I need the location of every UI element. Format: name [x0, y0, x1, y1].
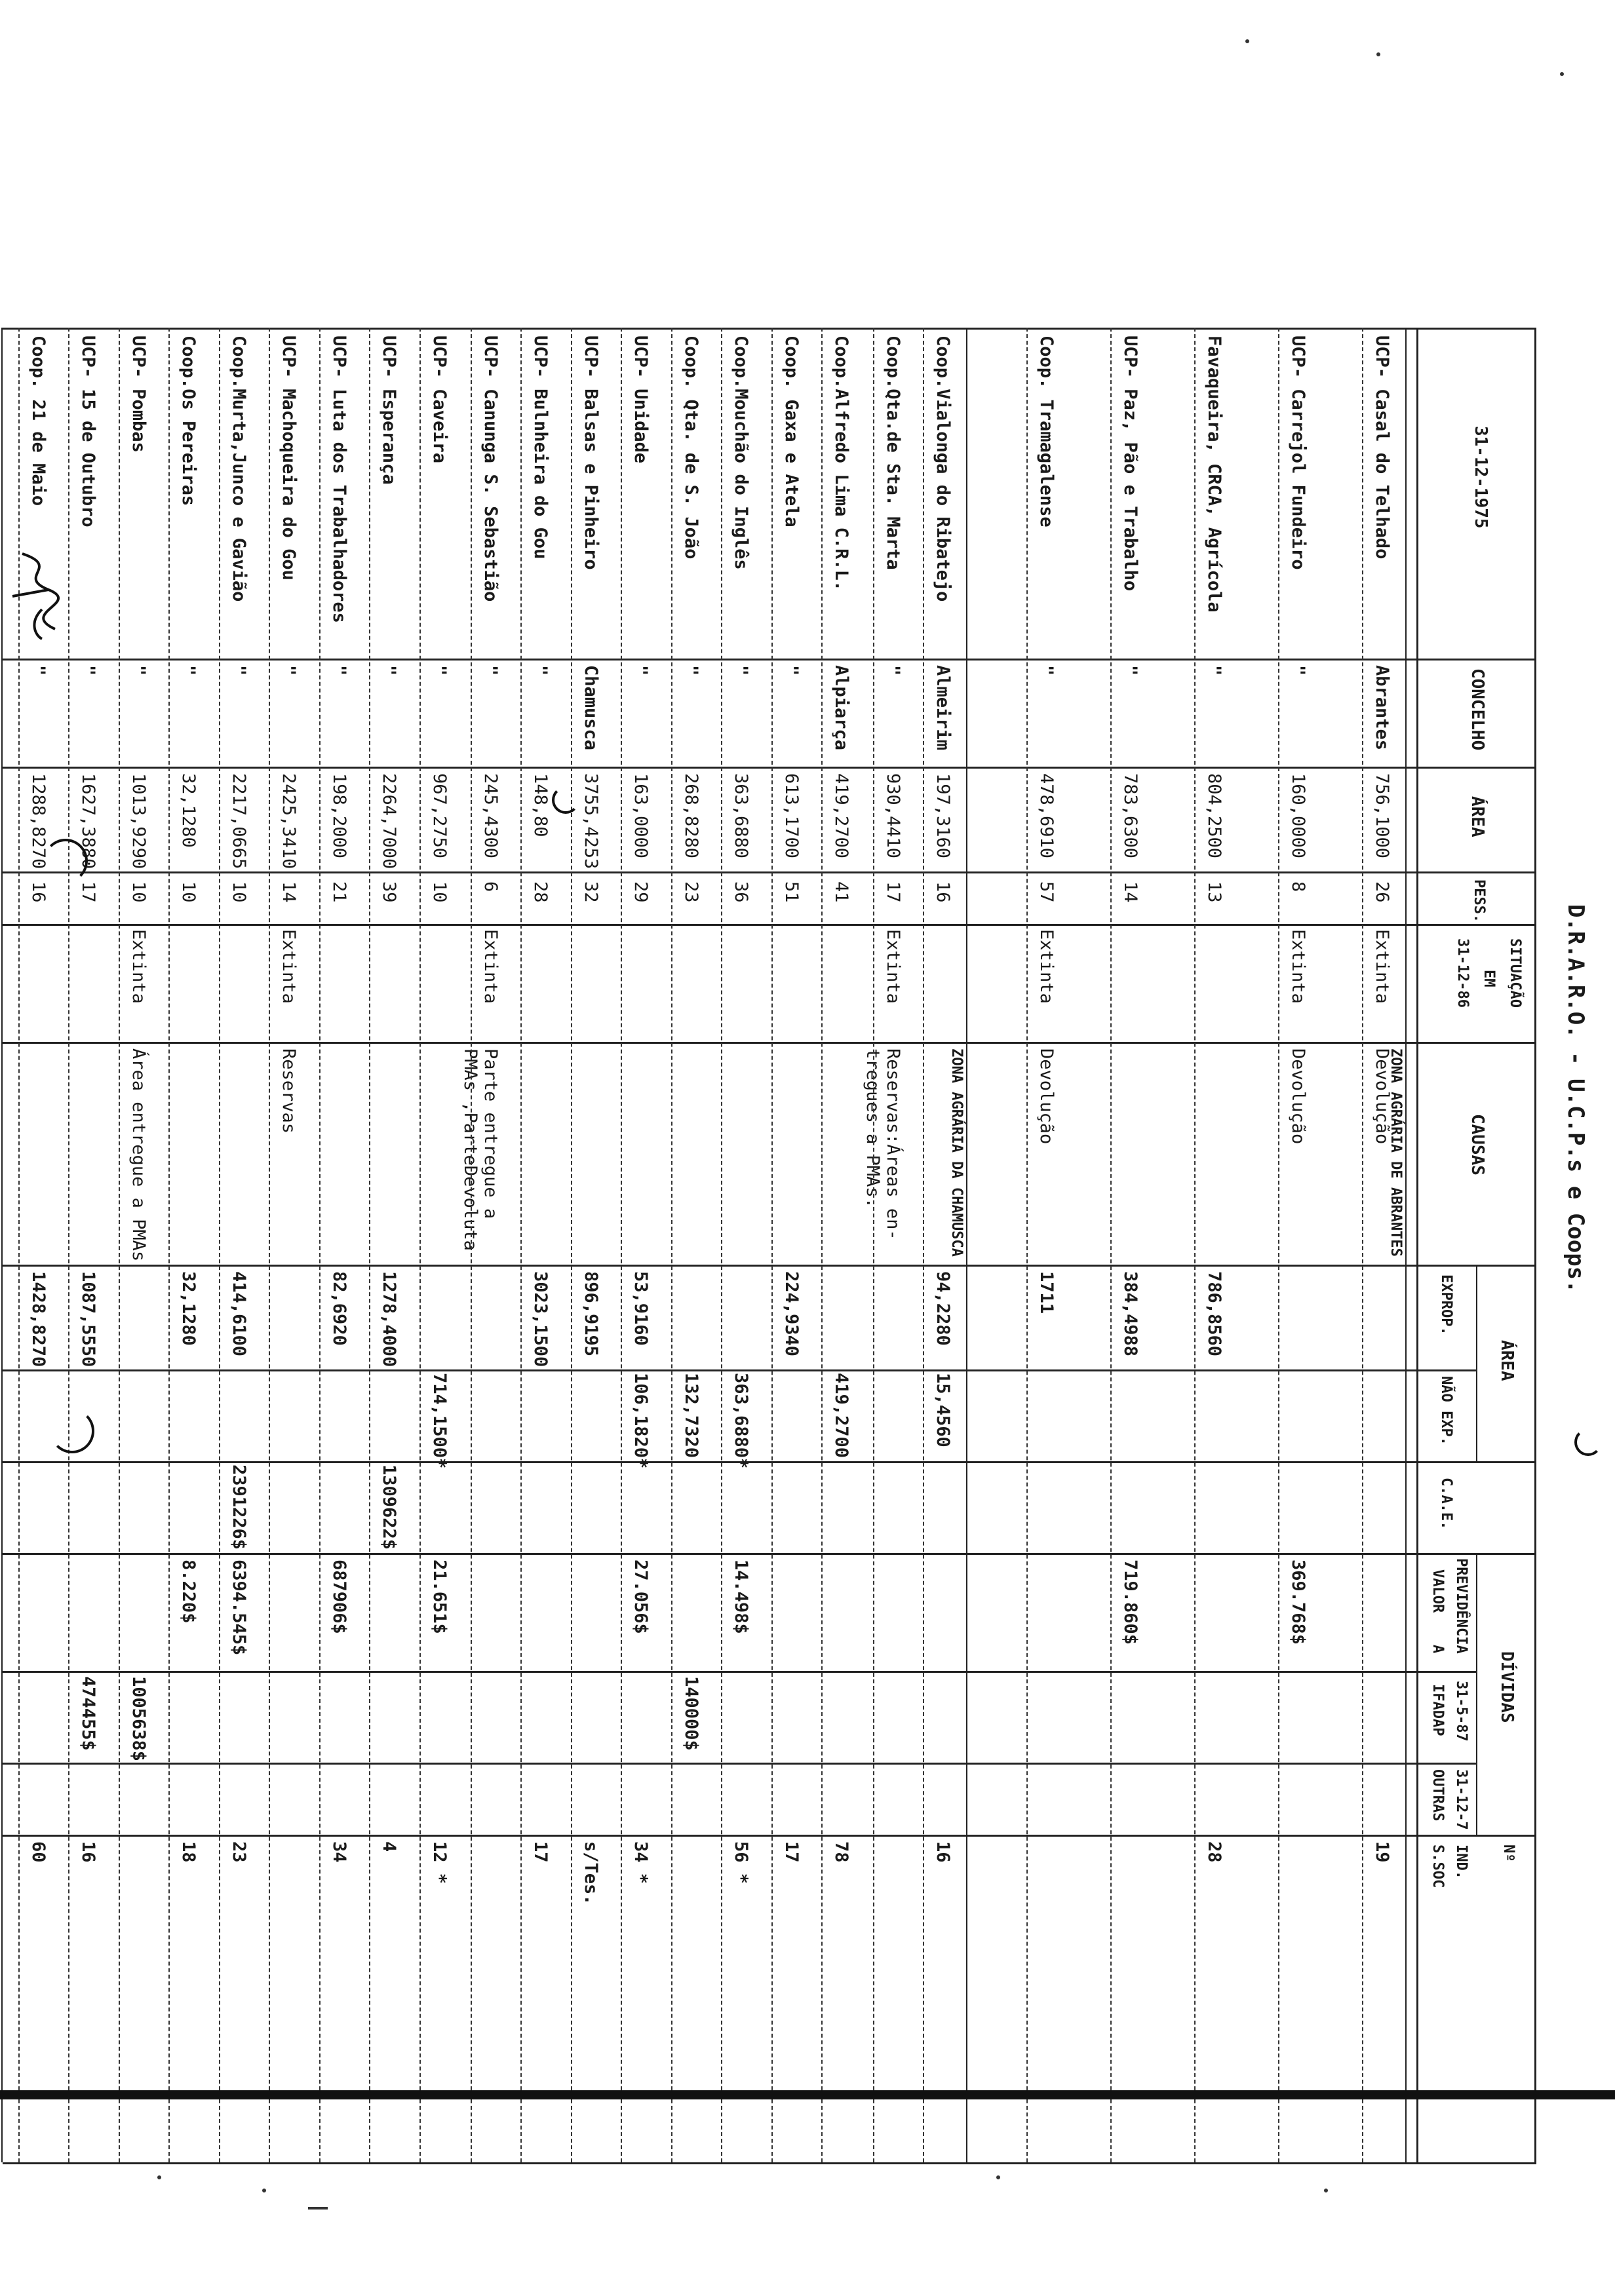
row-cae: 1309622$: [379, 1464, 400, 1550]
row-exprop: 384,4988: [1120, 1271, 1140, 1357]
row-pess: 41: [831, 881, 852, 903]
row-causas: Reservas: [279, 1048, 300, 1134]
row-concelho: ": [731, 665, 752, 676]
row-concelho: Almeirim: [933, 665, 953, 751]
col-date-2: 31-12-7: [1453, 1769, 1469, 1830]
row-separator: [571, 328, 572, 2162]
row-concelho: ": [631, 665, 652, 676]
row-area: 967,2750: [429, 773, 450, 859]
col-causas: CAUSAS: [1468, 1114, 1487, 1176]
col-sep-situacao: [3, 924, 1536, 926]
row-separator: [471, 328, 472, 2162]
row-causas: Parte entregue a PMAs ,ParteDevoluta: [460, 1048, 501, 1251]
row-ifadap: 474455$: [78, 1676, 99, 1751]
scan-speck: [1324, 2189, 1328, 2192]
col-cae: C.A.E.: [1438, 1478, 1454, 1530]
row-name: Coop. 21 de Maio: [28, 335, 49, 507]
row-separator: [219, 328, 220, 2162]
col-situacao-1: SITUAÇÃO: [1507, 938, 1523, 1008]
row-separator: [771, 328, 773, 2162]
row-exprop: 1428,8270: [28, 1271, 49, 1368]
row-name: Coop.Qta.de Sta. Marta: [882, 335, 903, 570]
row-pess: 14: [279, 881, 300, 903]
dividas-group-line: [1476, 1553, 1477, 1835]
col-ifadap: IFADAP: [1430, 1684, 1446, 1736]
row-pess: 32: [580, 881, 601, 903]
scan-mark-circle-3: [552, 786, 579, 814]
scan-speck: [1376, 52, 1380, 56]
row-name: Favaqueira, CRCA, Agrícola: [1204, 335, 1224, 613]
row-exprop: 414,6100: [228, 1271, 249, 1357]
row-pess: 39: [379, 881, 400, 903]
row-num: 34: [328, 1841, 349, 1863]
row-num: 78: [831, 1841, 852, 1863]
col-dividas: DÍVIDAS: [1497, 1651, 1517, 1723]
col-sep-exprop: [3, 1265, 1536, 1267]
row-area: 2425,3410: [279, 773, 300, 870]
col-area: ÁREA: [1468, 796, 1487, 837]
row-pess: 8: [1288, 881, 1308, 892]
row-exprop: 53,9160: [631, 1271, 652, 1346]
row-pess: 13: [1204, 881, 1224, 903]
row-pess: 26: [1372, 881, 1392, 903]
zone-abrantes-label: ZONA AGRÁRIA DE ABRANTES: [1388, 1048, 1404, 1257]
row-num: 16: [78, 1841, 99, 1863]
col-ind: IND.: [1453, 1845, 1469, 1879]
row-situacao: Extinta: [1372, 929, 1392, 1004]
row-concelho: ": [178, 665, 199, 676]
row-pess: 10: [128, 881, 149, 903]
col-valor: VALOR: [1430, 1569, 1446, 1613]
row-name: Coop. Gaxa e Atela: [781, 335, 802, 527]
col-sep-num: [3, 1835, 1536, 1837]
row-concelho: ": [530, 665, 551, 676]
row-num: s/Tes.: [580, 1841, 601, 1905]
row-pess: 28: [530, 881, 551, 903]
scan-speck: [1245, 39, 1249, 43]
row-separator: [119, 328, 120, 2162]
row-area: 163,0000: [631, 773, 652, 859]
row-prev: 6394.545$: [228, 1559, 249, 1656]
row-pess: 10: [178, 881, 199, 903]
scan-speck: [262, 2189, 266, 2192]
row-area: 1013,9290: [128, 773, 149, 870]
col-ssoc: S.SOC: [1430, 1845, 1446, 1888]
row-exprop: 3023,1500: [530, 1271, 551, 1368]
row-nao-exp: 419,2700: [831, 1373, 852, 1459]
scan-speck: [157, 2175, 161, 2179]
row-name: UCP- Machoqueira do Gou: [279, 335, 300, 581]
row-concelho: ": [480, 665, 501, 676]
row-pess: 6: [480, 881, 501, 892]
row-pess: 10: [429, 881, 450, 903]
header-bottom-border: [1416, 328, 1418, 2162]
row-separator: [520, 328, 522, 2162]
scan-speck: [996, 2175, 1000, 2179]
row-prev: 8.220$: [178, 1559, 199, 1624]
row-situacao: Extinta: [1288, 929, 1308, 1004]
row-area: 2217,0665: [228, 773, 249, 870]
col-situacao-3: 31-12-86: [1454, 938, 1471, 1008]
row-ifadap: 140000$: [680, 1676, 701, 1751]
row-area: 160,0000: [1288, 773, 1308, 859]
scan-mark-circle-1: [43, 839, 88, 883]
col-naoexp: NÃO EXP.: [1438, 1376, 1454, 1445]
row-separator: [319, 328, 321, 2162]
row-nao-exp: 363,6880*: [731, 1373, 752, 1469]
col-sep-pess: [3, 871, 1536, 873]
row-num: 23: [228, 1841, 249, 1863]
document-title: D.R.A.R.O. - U.C.P.s e Coops.: [1563, 904, 1589, 1293]
row-name: UCP- 15 de Outubro: [78, 335, 99, 527]
area-group-line: [1476, 1265, 1477, 1461]
row-num: 4: [379, 1841, 400, 1852]
row-exprop: 786,8560: [1204, 1271, 1224, 1357]
row-nao-exp: 106,1820*: [631, 1373, 652, 1469]
row-exprop: 1278,4000: [379, 1271, 400, 1368]
row-exprop: 82,6920: [328, 1271, 349, 1346]
row-concelho: ": [1204, 665, 1224, 676]
col-sep-outras: [3, 1763, 1477, 1765]
table-left-border: [3, 328, 1536, 330]
row-causas: Devolução: [1036, 1048, 1057, 1145]
zone-abrantes-line: [1405, 328, 1407, 2162]
row-pess: 51: [781, 881, 802, 903]
row-name: UCP- Unidade: [631, 335, 652, 464]
row-name: UCP- Esperança: [379, 335, 400, 485]
row-separator: [821, 328, 823, 2162]
row-name: Coop.Mouchão do Inglês: [731, 335, 752, 570]
col-sep-causas: [3, 1042, 1536, 1044]
row-separator: [168, 328, 170, 2162]
row-name: Coop.Murta,Junco e Gavião: [228, 335, 249, 602]
col-previdencia: PREVIDÊNCIA: [1453, 1558, 1469, 1654]
row-area: 1288,8270: [28, 773, 49, 870]
row-concelho: ": [279, 665, 300, 676]
row-pess: 57: [1036, 881, 1057, 903]
row-concelho: ": [1288, 665, 1308, 676]
row-concelho: ": [680, 665, 701, 676]
row-cae: 2391226$: [228, 1464, 249, 1550]
row-concelho: Chamusca: [580, 665, 601, 751]
col-no: Nº: [1500, 1845, 1517, 1862]
row-separator: [1110, 328, 1112, 2162]
row-num: 34 *: [631, 1841, 652, 1885]
row-exprop: 1711: [1036, 1271, 1057, 1314]
row-area: 419,2700: [831, 773, 852, 859]
date-header: 31-12-1975: [1471, 426, 1490, 529]
scan-dash: [308, 2207, 328, 2210]
row-separator: [873, 328, 874, 2162]
row-area: 756,1000: [1372, 773, 1392, 859]
row-pess: 17: [78, 881, 99, 903]
row-separator: [419, 328, 421, 2162]
row-name: Coop. Qta. de S. João: [680, 335, 701, 560]
col-sep-cae: [3, 1461, 1536, 1463]
row-area: 783,6300: [1120, 773, 1140, 859]
row-name: UCP- Balsas e Pinheiro: [580, 335, 601, 570]
row-prev: 21.651$: [429, 1559, 450, 1634]
col-sep-area: [3, 767, 1536, 769]
row-name: UCP- Pombas: [128, 335, 149, 453]
row-exprop: 94,2280: [933, 1271, 953, 1346]
row-concelho: ": [228, 665, 249, 676]
row-causas: Reservas:Áreas en- tregues a PMAs.: [862, 1048, 903, 1240]
row-prev: 687906$: [328, 1559, 349, 1634]
row-situacao: Extinta: [882, 929, 903, 1004]
row-area: 32,1280: [178, 773, 199, 848]
row-separator: [1194, 328, 1196, 2162]
row-pess: 17: [882, 881, 903, 903]
row-num: 16: [933, 1841, 953, 1863]
scan-edge-bar: [0, 2090, 1615, 2099]
col-pess: PESS.: [1471, 879, 1487, 923]
row-name: UCP- Paz, Pão e Trabalho: [1120, 335, 1140, 592]
col-sep-prev: [3, 1553, 1536, 1555]
row-area: 804,2500: [1204, 773, 1224, 859]
row-separator: [923, 328, 924, 2162]
row-num: 17: [530, 1841, 551, 1863]
table-top-border: [1534, 328, 1536, 2162]
row-area: 1627,3880: [78, 773, 99, 870]
row-separator: [369, 328, 370, 2162]
row-exprop: 224,9340: [781, 1271, 802, 1357]
row-situacao: Extinta: [279, 929, 300, 1004]
col-situacao-2: EM: [1481, 970, 1497, 987]
row-num: 28: [1204, 1841, 1224, 1863]
row-causas: Devolução: [1372, 1048, 1392, 1145]
table-right-border: [3, 2162, 1536, 2164]
row-pess: 16: [28, 881, 49, 903]
row-area: 613,1700: [781, 773, 802, 859]
zone-chamusca-label: ZONA AGRÁRIA DA CHAMUSCA: [948, 1048, 965, 1257]
row-separator: [1362, 328, 1363, 2162]
row-separator: [721, 328, 722, 2162]
row-area: 478,6910: [1036, 773, 1057, 859]
row-concelho: ": [882, 665, 903, 676]
row-name: UCP- Luta dos Trabalhadores: [328, 335, 349, 623]
row-pess: 21: [328, 881, 349, 903]
col-a: A: [1430, 1645, 1446, 1654]
row-nao-exp: 132,7320: [680, 1373, 701, 1459]
row-prev: 27.056$: [631, 1559, 652, 1634]
col-outras: OUTRAS: [1430, 1769, 1446, 1822]
row-ifadap: 1005638$: [128, 1676, 149, 1762]
row-pess: 14: [1120, 881, 1140, 903]
row-separator: [1026, 328, 1028, 2162]
row-exprop: 896,9195: [580, 1271, 601, 1357]
handwritten-signature: [9, 550, 68, 642]
row-pess: 36: [731, 881, 752, 903]
row-area: 197,3160: [933, 773, 953, 859]
col-concelho: CONCELHO: [1468, 668, 1487, 751]
row-separator: [1278, 328, 1279, 2162]
row-name: UCP- Canunga S. Sebastião: [480, 335, 501, 602]
row-separator: [269, 328, 270, 2162]
row-area: 930,4410: [882, 773, 903, 859]
row-area: 198,2000: [328, 773, 349, 859]
row-situacao: Extinta: [1036, 929, 1057, 1004]
row-pess: 16: [933, 881, 953, 903]
row-area: 363,6880: [731, 773, 752, 859]
row-num: 19: [1372, 1841, 1392, 1863]
row-prev: 14.498$: [731, 1559, 752, 1634]
row-concelho: ": [781, 665, 802, 676]
row-concelho: ": [328, 665, 349, 676]
row-name: Coop.Os Pereiras: [178, 335, 199, 507]
row-concelho: ": [1036, 665, 1057, 676]
row-area: 3755,4253: [580, 773, 601, 870]
row-num: 12 *: [429, 1841, 450, 1885]
row-causas: Área entregue a PMAs: [128, 1048, 149, 1262]
row-nao-exp: 714,1500*: [429, 1373, 450, 1469]
row-name: UCP- Caveira: [429, 335, 450, 464]
row-pess: 29: [631, 881, 652, 903]
row-num: 60: [28, 1841, 49, 1863]
row-num: 56 *: [731, 1841, 752, 1885]
row-concelho: ": [28, 665, 49, 676]
zone-chamusca-line: [966, 328, 967, 2162]
col-area-group: ÁREA: [1497, 1340, 1517, 1381]
col-date-1: 31-5-87: [1453, 1681, 1469, 1742]
row-prev: 369.768$: [1288, 1559, 1308, 1645]
row-concelho: ": [1120, 665, 1140, 676]
row-name: UCP- Casal do Telhado: [1372, 335, 1392, 560]
scan-speck: [1560, 72, 1564, 76]
row-name: UCP- Carrejol Fundeiro: [1288, 335, 1308, 570]
row-concelho: Abrantes: [1372, 665, 1392, 751]
row-situacao: Extinta: [480, 929, 501, 1004]
row-name: Coop.Alfredo Lima C.R.L.: [831, 335, 852, 592]
row-separator: [671, 328, 672, 2162]
row-causas: Devolução: [1288, 1048, 1308, 1145]
scan-mark-circle-4: [1574, 1428, 1602, 1456]
row-area: 268,8280: [680, 773, 701, 859]
row-name: Coop. Tramagalense: [1036, 335, 1057, 527]
row-separator: [621, 328, 622, 2162]
row-num: 18: [178, 1841, 199, 1863]
row-area: 2264,7000: [379, 773, 400, 870]
row-exprop: 1087,5550: [78, 1271, 99, 1368]
row-separator: [68, 328, 69, 2162]
row-pess: 10: [228, 881, 249, 903]
row-prev: 719.860$: [1120, 1559, 1140, 1645]
row-area: 245,4300: [480, 773, 501, 859]
row-concelho: ": [429, 665, 450, 676]
col-sep-concelho: [3, 659, 1536, 660]
row-nao-exp: 15,4560: [933, 1373, 953, 1447]
row-area: 148,80: [530, 773, 551, 837]
row-concelho: Alpiarça: [831, 665, 852, 751]
row-concelho: ": [128, 665, 149, 676]
scan-mark-circle-2: [50, 1409, 94, 1453]
col-sep-ifadap: [3, 1671, 1477, 1673]
row-name: Coop.Vialonga do Ribatejo: [933, 335, 953, 602]
row-name: UCP- Bulnheira do Gou: [530, 335, 551, 560]
row-pess: 23: [680, 881, 701, 903]
row-situacao: Extinta: [128, 929, 149, 1004]
row-num: 17: [781, 1841, 802, 1863]
row-concelho: ": [78, 665, 99, 676]
col-sep-naoexp: [3, 1369, 1477, 1371]
col-exprop: EXPROP.: [1438, 1274, 1454, 1335]
row-exprop: 32,1280: [178, 1271, 199, 1346]
row-concelho: ": [379, 665, 400, 676]
table-bottom-edge: [1, 328, 3, 2162]
